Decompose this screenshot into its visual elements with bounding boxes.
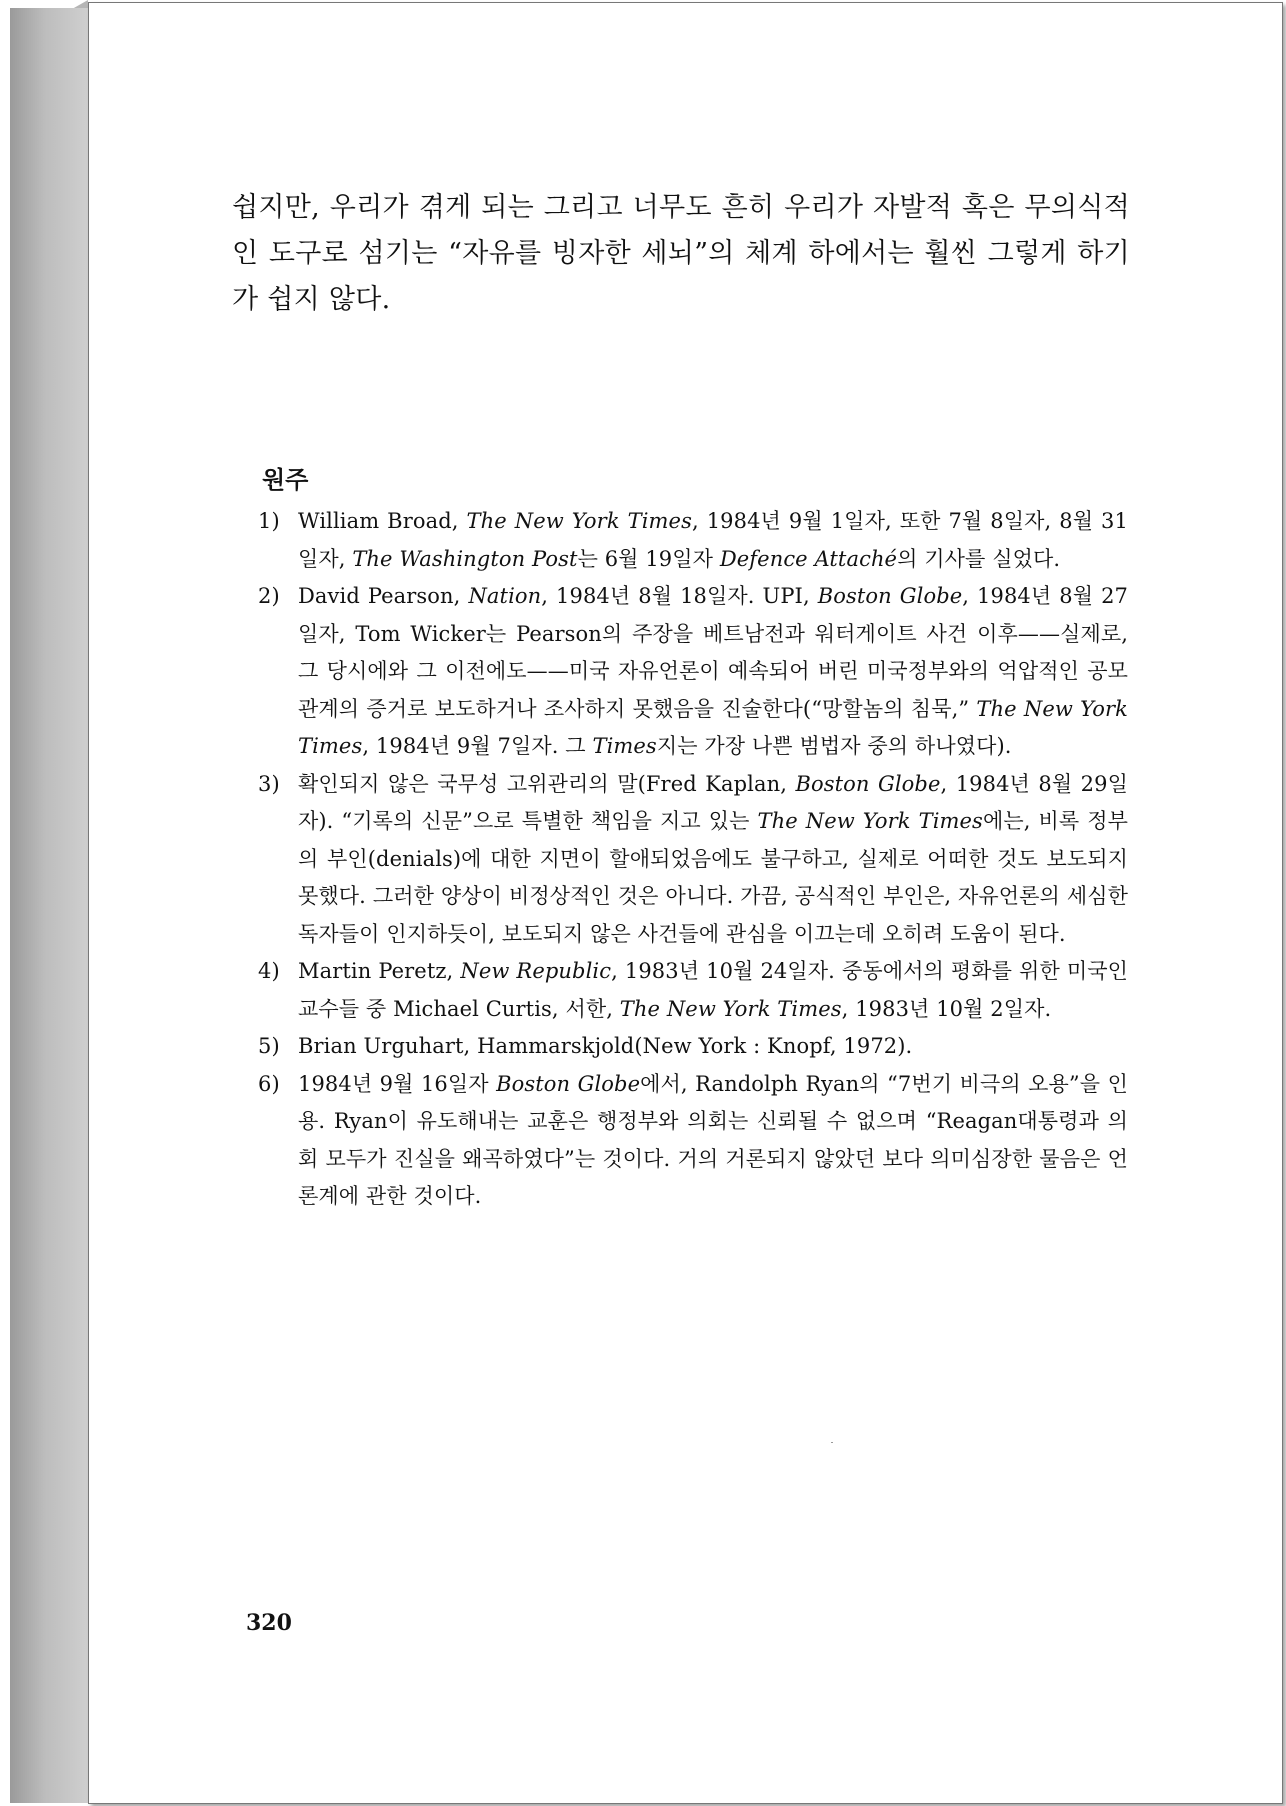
- page-stack-edge: [10, 8, 88, 1803]
- footnote-text: Martin Peretz,: [298, 959, 461, 983]
- footnote-text: 1984년 9월 16일자: [298, 1071, 497, 1096]
- footnote-2: [258, 578, 1128, 766]
- footnote-text: , 1984년 8월 18일자. UPI,: [541, 584, 818, 608]
- footnote-publication: The New York Times: [298, 696, 1129, 758]
- footnote-number: 3): [258, 771, 280, 796]
- footnote-text: , 1984년 9월 1일자, 또한 7월 8일자, 8월 31일자,: [298, 509, 1128, 571]
- footnote-text: , 1984년 9월 7일자. 그: [362, 734, 593, 758]
- footnote-text: 에서, Randolph Ryan의 “7번기 비극의 오용”을 인용. Ryan이 유도해내는 교훈은 행정부와 의회는 신뢰될 수 없으며 “Reagan대통령과 의회 모두가 진실을 왜곡하였다”는 것이다. 거의 거론되지 않았던 보다 의미심장한 물음은 언론계에 관한 것이다.: [298, 1071, 1128, 1208]
- footnote-number: 6): [258, 1071, 280, 1096]
- scan-speck: [831, 1442, 833, 1443]
- footnote-number: 1): [258, 509, 280, 533]
- footnote-text: , 1984년 8월 27일자, Tom Wicker는 Pearson의 주장을 베트남전과 워터게이트 사건 이후——실제로, 그 당시에와 그 이전에도——미국 자유언론이 예속되어 버린 미국정부와의 억압적인 공모관계의 증거로 보도하거나 조사하지 못했음을 진술한다(“망할놈의 침묵,”: [298, 584, 1129, 721]
- footnote-publication: Times: [592, 734, 657, 758]
- footnote-publication: New Republic: [460, 959, 612, 983]
- footnote-publication: The New York Times: [757, 809, 983, 833]
- footnote-5: [258, 1028, 1128, 1066]
- body-paragraph: 쉽지만, 우리가 겪게 되는 그리고 너무도 흔히 우리가 자발적 혹은 무의식적인 도구로 섬기는 “자유를 빙자한 세뇌”의 체계 하에서는 훨씬 그렇게 하기가 쉽지 않다.: [232, 192, 1130, 315]
- footnote-text: , 1983년 10월 2일자.: [841, 996, 1052, 1021]
- footnote-6: [258, 1066, 1128, 1216]
- notes-heading: 원주: [262, 466, 309, 494]
- footnote-text: , 1983년 10월 24일자. 중동에서의 평화를 위한 미국인 교수들 중 Michael Curtis, 서한,: [298, 959, 1129, 1021]
- footnote-3: [258, 766, 1128, 954]
- footnote-number: 5): [258, 1034, 280, 1058]
- footnote-4: [258, 953, 1128, 1028]
- footnote-publication: Nation: [468, 584, 542, 608]
- footnote-publication: Boston Globe: [817, 584, 963, 608]
- footnote-publication: The New York Times: [619, 996, 842, 1021]
- footnote-number: 4): [258, 959, 280, 983]
- footnote-text: 지는 가장 나쁜 범법자 중의 하나였다).: [656, 734, 1012, 758]
- footnote-publication: Defence Attaché: [719, 546, 898, 571]
- footnote-publication: Boston Globe: [496, 1071, 641, 1096]
- footnote-publication: The Washington Post: [352, 546, 578, 571]
- footnote-text: 에는, 비록 정부의 부인(denials)에 대한 지면이 할애되었음에도 불구하고, 실제로 어떠한 것도 보도되지 못했다. 그러한 양상이 비정상적인 것은 아니다. 가끔, 공식적인 부인은, 자유언론의 세심한 독자들이 인지하듯이, 보도되지 않은 사건들에 관심을 이끄는데 오히려 도움이 된다.: [298, 809, 1128, 946]
- footnote-text: William Broad,: [298, 509, 467, 533]
- footnote-publication: Boston Globe: [795, 771, 941, 796]
- footnote-text: 의 기사를 실었다.: [897, 546, 1061, 571]
- page-number: 320: [246, 1610, 292, 1636]
- footnote-number: 2): [258, 584, 280, 608]
- footnotes-list: [258, 503, 1128, 1216]
- footnote-text: Brian Urguhart, Hammarskjold(New York : Knopf, 1972).: [298, 1034, 913, 1058]
- footnote-text: 확인되지 않은 국무성 고위관리의 말(Fred Kaplan,: [298, 771, 796, 796]
- footnote-text: 는 6월 19일자: [577, 546, 720, 571]
- footnote-text: David Pearson,: [298, 584, 469, 608]
- footnote-publication: The New York Times: [466, 509, 692, 533]
- footnote-text: , 1984년 8월 29일자). “기록의 신문”으로 특별한 책임을 지고 있는: [298, 771, 1128, 833]
- footnote-1: [258, 503, 1128, 578]
